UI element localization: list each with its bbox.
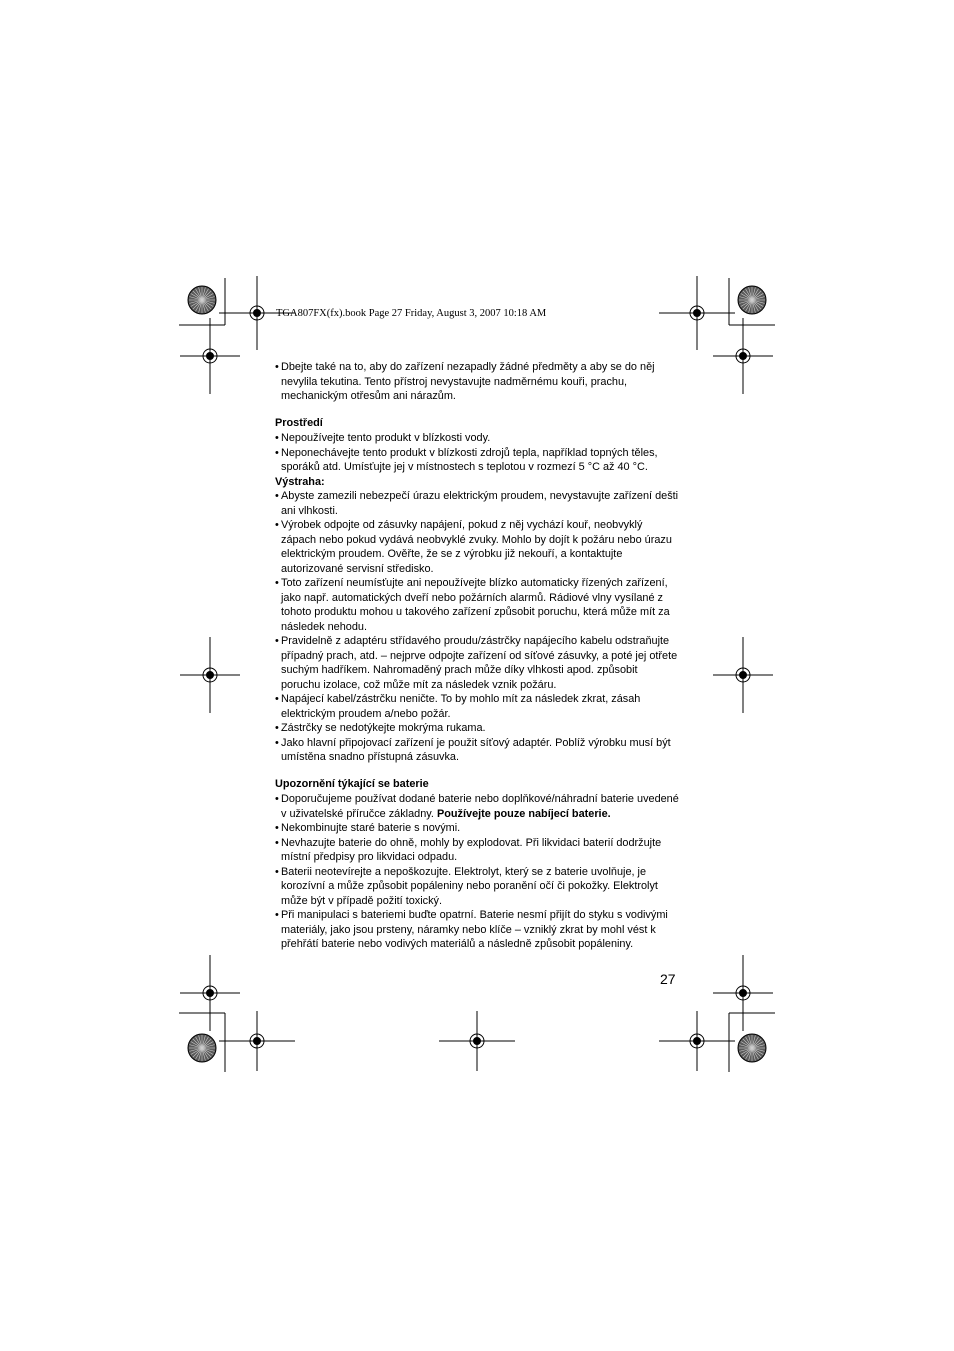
list-item xyxy=(275,360,679,404)
registration-crosshair xyxy=(713,955,773,1031)
page-number: 27 xyxy=(660,971,676,987)
page-content xyxy=(275,360,679,952)
bullet: • xyxy=(275,361,279,373)
list-item-text: Toto zařízení neumísťujte ani nepoužívejte blízko automaticky řízených zařízení, jako např. automatických dveří nebo požárních alarmů. Rádiové vlny vysílané z tohoto produktu mohou u takového zařízení způsobit poruchu, která může mít za následek nehodu. xyxy=(281,577,670,633)
list-item-text xyxy=(281,792,679,821)
list-item xyxy=(275,576,679,634)
registration-crosshair xyxy=(180,637,240,713)
bullet: • xyxy=(275,693,279,705)
list-item-text-normal: Doporučujeme používat dodané baterie nebo doplňkové/náhradní baterie uvedené v uživatelské příručce základny. xyxy=(281,793,679,820)
registration-crosshair xyxy=(659,1011,735,1071)
list-item xyxy=(275,821,679,836)
registration-crosshair xyxy=(713,637,773,713)
bullet: • xyxy=(275,635,279,647)
list-item xyxy=(275,865,679,909)
list-item xyxy=(275,836,679,865)
list-item-text: Neponechávejte tento produkt v blízkosti zdrojů tepla, například topných těles, sporáků atd. Umísťujte jej v místnostech s teplotou v rozmezí 5 °C až 40 °C. xyxy=(281,446,658,473)
registration-crosshair xyxy=(219,1011,295,1071)
list-item-text: Nepoužívejte tento produkt v blízkosti vody. xyxy=(281,432,491,444)
bullet: • xyxy=(275,736,279,749)
list-item-text: Jako hlavní připojovací zařízení je použit síťový adaptér. Poblíž výrobku musí být umístěna snadno přístupná zásuvka. xyxy=(281,736,671,763)
bullet: • xyxy=(275,722,279,734)
bullet: • xyxy=(275,836,279,849)
list-item-text: Nekombinujte staré baterie s novými. xyxy=(281,822,461,834)
bullet: • xyxy=(275,577,279,589)
bullet: • xyxy=(275,446,279,459)
list-item xyxy=(275,721,679,736)
list-item-text: Napájecí kabel/zástrčku neničte. To by mohlo mít za následek zkrat, zásah elektrickým proudem a/nebo požár. xyxy=(281,693,641,720)
bullet: • xyxy=(275,490,279,502)
list-item xyxy=(275,446,679,475)
list-item-text: Baterii neotevírejte a nepoškozujte. Elektrolyt, který se z baterie uvolňuje, je korozívní a může způsobit popáleniny nebo poranění očí či pokožky. Elektrolyt může být v případě požití toxický. xyxy=(281,865,658,907)
registration-starburst xyxy=(188,1034,216,1062)
bullet: • xyxy=(275,909,279,921)
registration-starburst xyxy=(738,286,766,314)
section-heading-battery: Upozornění týkající se baterie xyxy=(275,777,429,790)
list-item-text: Při manipulaci s bateriemi buďte opatrní. Baterie nesmí přijít do styku s vodivými materiály, jako jsou prsteny, náramky nebo klíče – vzniklý zkrat by mohl vést k přehřátí baterie nebo vodivých materiálů a následně způsobit popáleniny. xyxy=(281,909,668,950)
bullet: • xyxy=(275,822,279,834)
list-item xyxy=(275,634,679,692)
list-item xyxy=(275,692,679,721)
registration-starburst xyxy=(738,1034,766,1062)
list-item xyxy=(275,489,679,518)
list-item-text: Nevhazujte baterie do ohně, mohly by explodovat. Při likvidaci baterií dodržujte místní předpisy pro likvidaci odpadu. xyxy=(281,836,662,863)
registration-starburst xyxy=(188,286,216,314)
list-item xyxy=(275,792,679,821)
list-item-text: Zástrčky se nedotýkejte mokrýma rukama. xyxy=(281,722,486,734)
registration-crosshair xyxy=(180,318,240,394)
registration-crosshair xyxy=(439,1011,515,1071)
list-item-text: Dbejte také na to, aby do zařízení nezapadly žádné předměty a aby se do něj nevylila tekutina. Tento přístroj nevystavujte nadměrnému kouři, prachu, mechanickým otřesům ani nárazům. xyxy=(281,361,655,402)
registration-crosshair xyxy=(180,955,240,1031)
bullet: • xyxy=(275,793,279,805)
section-heading-warning: Výstraha: xyxy=(275,475,325,488)
list-item-text: Výrobek odpojte od zásuvky napájení, pokud z něj vychází kouř, neobvyklý zápach nebo pokud vydává neobvyklé zvuky. Mohlo by dojít k požáru nebo úrazu elektrickým proudem. Ověřte, že se z výrobku již nekouří, a kontaktujte autorizované servisní středisko. xyxy=(281,519,672,575)
list-item xyxy=(275,518,679,576)
registration-crosshair xyxy=(713,318,773,394)
list-item-text: Abyste zamezili nebezpečí úrazu elektrickým proudem, nevystavujte zařízení dešti ani vlhkosti. xyxy=(281,490,679,517)
list-item-text-bold: Používejte pouze nabíjecí baterie. xyxy=(436,807,611,820)
bullet: • xyxy=(275,432,279,444)
bullet: • xyxy=(275,519,279,531)
section-heading-environment: Prostředí xyxy=(275,416,323,429)
bullet: • xyxy=(275,865,279,878)
list-item-text: Pravidelně z adaptéru střídavého proudu/zástrčky napájecího kabelu odstraňujte případný prach, atd. – nejprve odpojte zařízení od síťové zásuvky, a poté jej otřete suchým hadříkem. Nahromaděný prach může díky vlhkosti apod. způsobit poruchu izolace, což může mít za následek vznik požáru. xyxy=(281,635,678,691)
page-header: TGA807FX(fx).book Page 27 Friday, August 3, 2007 10:18 AM xyxy=(276,308,547,319)
list-item xyxy=(275,908,679,952)
list-item xyxy=(275,431,679,446)
list-item xyxy=(275,736,679,765)
